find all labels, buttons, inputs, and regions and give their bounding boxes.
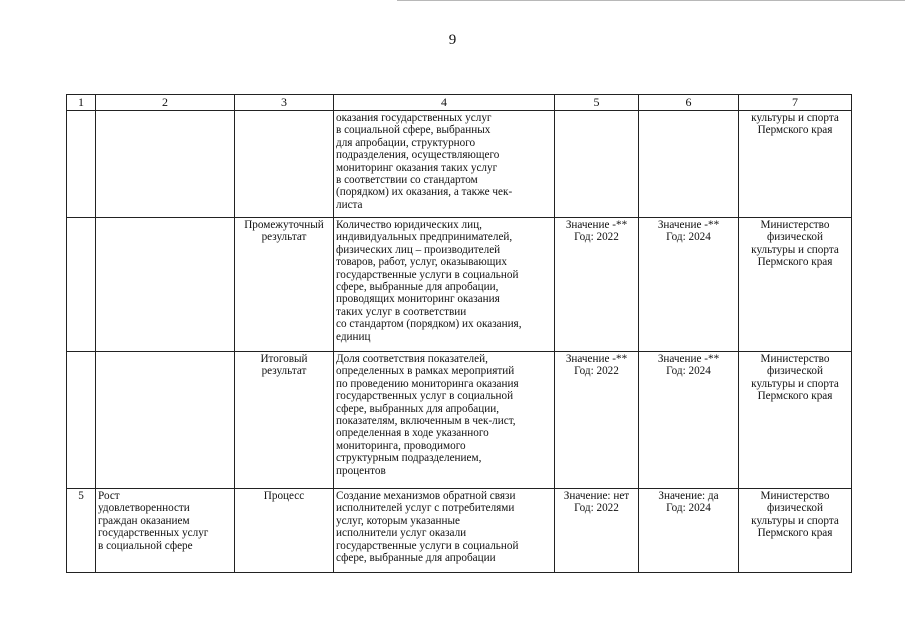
- table-row: [67, 218, 852, 352]
- indicator-cell: Доля соответствия показателей, определенных в рамках мероприятий по проведению мониторинга оказания государственных услуг в социальной сфере, выбранных для апробации, показателям, включенным в чек-лист, определенная в ходе указанного мониторинга, проводимого структурным подразделением, процентов: [334, 352, 555, 489]
- goal-cell: Рост удовлетворенности граждан оказанием государственных услуг в социальной сфере: [96, 489, 235, 573]
- responsible-cell: Министерство физической культуры и спорта Пермского края: [739, 352, 852, 489]
- header-cell: 6: [639, 95, 739, 111]
- goal-cell: [96, 352, 235, 489]
- target-value-cell: Значение -** Год: 2024: [639, 218, 739, 352]
- table-row: [67, 489, 852, 573]
- type-cell: [235, 111, 334, 218]
- row-number-cell: 5: [67, 489, 96, 573]
- page-number: 9: [448, 32, 457, 48]
- table-row: [67, 352, 852, 489]
- goal-cell: [96, 218, 235, 352]
- header-cell: 3: [235, 95, 334, 111]
- header-cell: 5: [555, 95, 639, 111]
- row-number-cell: [67, 111, 96, 218]
- row-number-cell: [67, 218, 96, 352]
- indicator-cell: оказания государственных услуг в социальной сфере, выбранных для апробации, структурного подразделения, осуществляющего мониторинг оказания таких услуг в соответствии со стандартом (порядком) их оказания, а также чек- листа: [334, 111, 555, 218]
- row-number-cell: [67, 352, 96, 489]
- goal-cell: [96, 111, 235, 218]
- base-value-cell: Значение -** Год: 2022: [555, 218, 639, 352]
- type-cell: Процесс: [235, 489, 334, 573]
- target-value-cell: Значение: да Год: 2024: [639, 489, 739, 573]
- top-rule: [397, 0, 905, 1]
- table-row: [67, 111, 852, 218]
- header-cell: 2: [96, 95, 235, 111]
- header-cell: 7: [739, 95, 852, 111]
- measures-table: [66, 94, 852, 573]
- indicator-cell: Количество юридических лиц, индивидуальных предпринимателей, физических лиц – производителей товаров, работ, услуг, оказывающих государственные услуги в социальной сфере, выбранные для апробации, проводящих мониторинг оказания таких услуг в соответствии со стандартом (порядком) их оказания, единиц: [334, 218, 555, 352]
- header-cell: 1: [67, 95, 96, 111]
- indicator-cell: Создание механизмов обратной связи исполнителей услуг с потребителями услуг, которым указанные исполнители услуг оказали государственные услуги в социальной сфере, выбранные для апробации: [334, 489, 555, 573]
- responsible-cell: культуры и спорта Пермского края: [739, 111, 852, 218]
- target-value-cell: Значение -** Год: 2024: [639, 352, 739, 489]
- header-row: [67, 95, 852, 111]
- base-value-cell: Значение: нет Год: 2022: [555, 489, 639, 573]
- header-cell: 4: [334, 95, 555, 111]
- base-value-cell: [555, 111, 639, 218]
- base-value-cell: Значение -** Год: 2022: [555, 352, 639, 489]
- type-cell: Итоговый результат: [235, 352, 334, 489]
- responsible-cell: Министерство физической культуры и спорта Пермского края: [739, 489, 852, 573]
- responsible-cell: Министерство физической культуры и спорта Пермского края: [739, 218, 852, 352]
- target-value-cell: [639, 111, 739, 218]
- type-cell: Промежуточный результат: [235, 218, 334, 352]
